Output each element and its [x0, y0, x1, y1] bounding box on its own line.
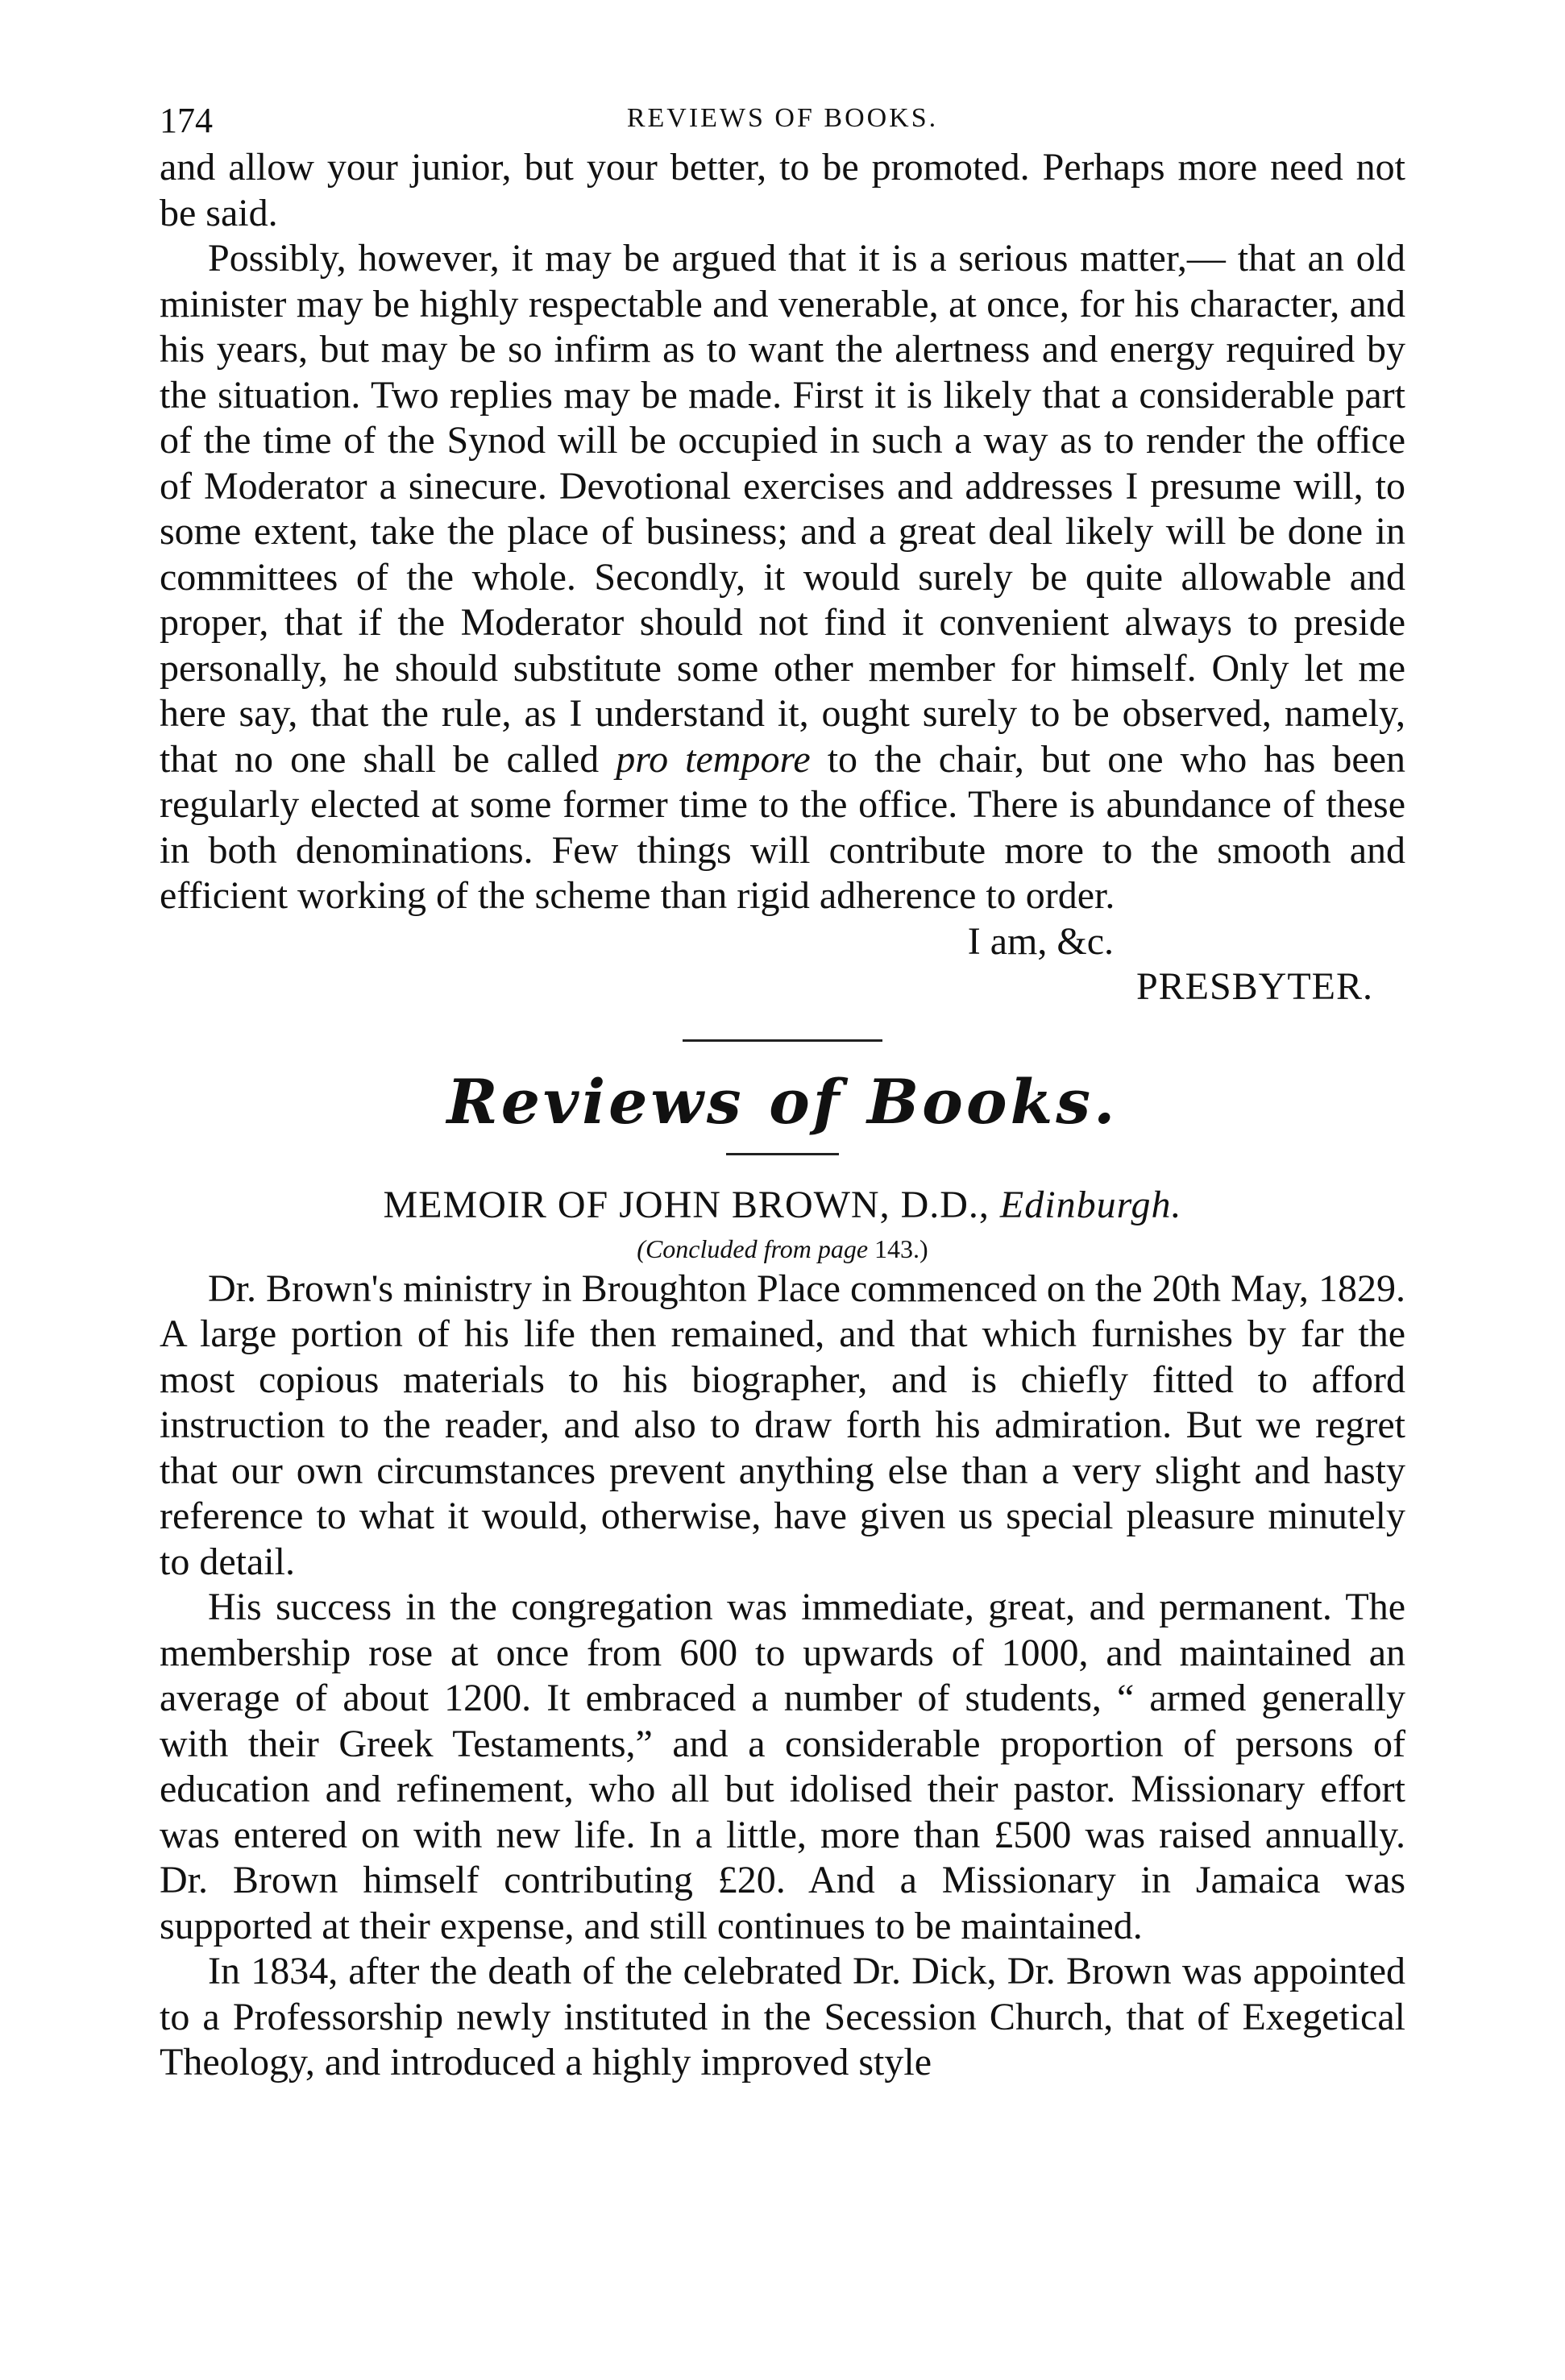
- running-head: [160, 97, 1405, 145]
- letter-signature: PRESBYTER.: [1135, 965, 1373, 1008]
- paragraph: [160, 1267, 1405, 1586]
- article-title-place: Edinburgh.: [999, 1183, 1182, 1226]
- text-run: In 1834, after the death of the celebrated Dr. Dick, Dr. Brown was appointed to a Professorship newly instituted in the Secession Church, that of Exegetical Theology, and introduced a highly improved style: [160, 1950, 1405, 2084]
- paragraph: [160, 1949, 1405, 2086]
- paragraph: [160, 236, 1405, 919]
- paragraph: [160, 145, 1405, 236]
- continuation-note: [160, 1231, 1405, 1267]
- article-body: [160, 1267, 1405, 2086]
- section-divider-top: [683, 1039, 882, 1042]
- page-number: 174: [160, 101, 213, 140]
- article-title: [160, 1183, 1405, 1228]
- letter-body: [160, 145, 1405, 919]
- italic-phrase: pro tempore: [616, 737, 811, 781]
- continuation-suffix: ): [919, 1234, 928, 1263]
- book-page: [160, 97, 1405, 2086]
- text-run: Dr. Brown's ministry in Broughton Place commenced on the 20th May, 1829. A large portion of his life then remained, and that which furnishes by far the most copious materials to his biographer, and is chiefly fitted to afford instruction to the reader, and also to draw forth his admiration. But we regret that our own circumstances prevent anything else than a very slight and hasty reference to what it would, otherwise, have given us special pleasure minutely to detail.: [160, 1267, 1405, 1583]
- continuation-prefix: (Concluded from page: [637, 1234, 869, 1263]
- letter-closing: [160, 919, 1405, 1010]
- section-divider-bottom: [726, 1153, 839, 1155]
- continuation-page: 143.: [874, 1234, 920, 1263]
- section-heading: Reviews of Books.: [446, 1065, 1119, 1138]
- article-title-text: MEMOIR OF JOHN BROWN, D.D.,: [383, 1183, 990, 1226]
- running-title: REVIEWS OF BOOKS.: [626, 103, 939, 133]
- text-run: His success in the congregation was immediate, great, and permanent. The membership rose at once from 600 to upwards of 1000, and maintained an average of about 1200. It embraced a number of students, “ armed generally with their Greek Testaments,” and a considerable proportion of persons of education and refinement, who all but idolised their pastor. Missionary effort was entered on with new life. In a little, more than £500 was raised annually. Dr. Brown himself contributing £20. And a Missionary in Jamaica was supported at their expense, and still continues to be maintained.: [160, 1586, 1405, 1947]
- paragraph: [160, 1585, 1405, 1949]
- text-run: and allow your junior, but your better, to be promoted. Perhaps more need not be said.: [160, 146, 1405, 234]
- text-run: Possibly, however, it may be argued that it is a serious matter,— that an old minister may be highly respectable and venerable, at once, for his character, and his years, but may be so infirm as to want the alertness and energy required by the situation. Two replies may be made. First it is likely that a considerable part of the time of the Synod will be occupied in such a way as to render the office of Moderator a sinecure. Devotional exercises and addresses I presume will, to some extent, take the place of business; and a great deal likely will be done in committees of the whole. Secondly, it would surely be quite allowable and proper, that if the Moderator should not find it convenient always to preside personally, he should substitute some other member for himself. Only let me here say, that the rule, as I understand it, ought surely to be observed, namely, that no one shall be called: [160, 237, 1405, 781]
- text-run: to the chair, but one who has been regularly elected at some former time to the office. There is abundance of these in both denominations. Few things will contribute more to the smooth and efficient working of the scheme than rigid adherence to order.: [160, 737, 1406, 917]
- letter-salutation: I am, &c.: [967, 919, 1114, 963]
